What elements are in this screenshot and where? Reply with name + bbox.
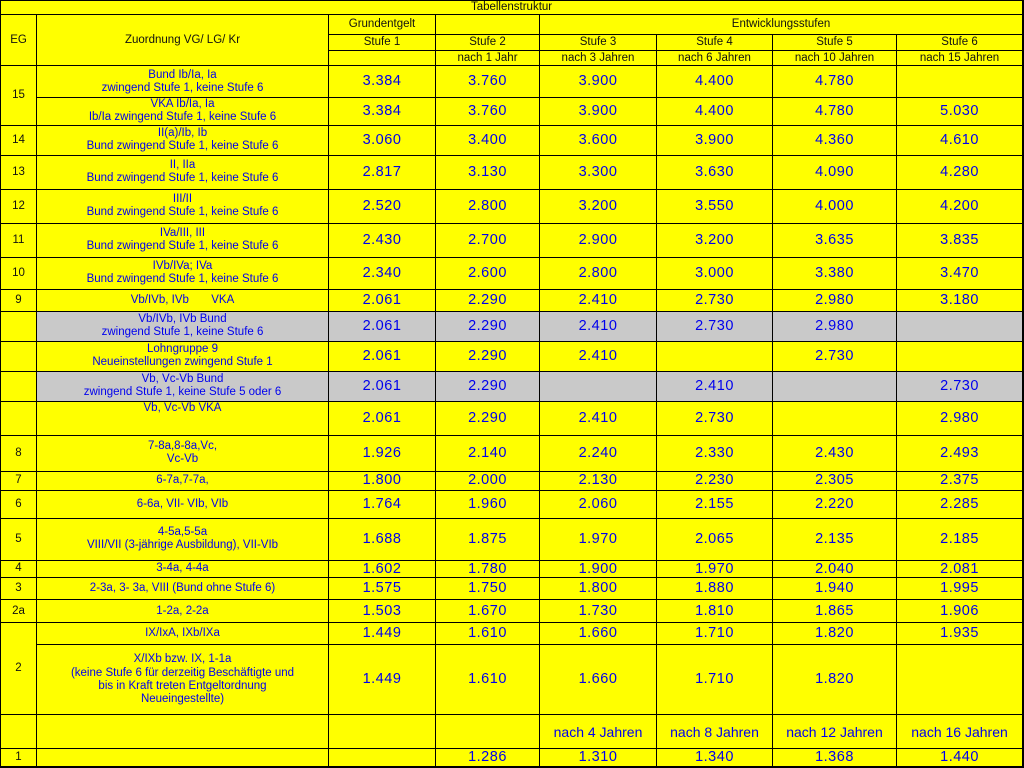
value-cell: 1.286 <box>436 749 540 767</box>
value-cell: 1.670 <box>436 600 540 623</box>
value-cell: 3.835 <box>897 223 1023 257</box>
table-row <box>1 435 1023 471</box>
value-cell: 3.900 <box>657 125 773 155</box>
value-cell: 2.520 <box>329 189 436 223</box>
header-grundentgelt: Grundentgelt <box>329 15 436 35</box>
zeit-cell <box>436 715 540 749</box>
value-cell <box>329 749 436 767</box>
header-eg: EG <box>1 15 37 66</box>
value-cell: 1.688 <box>329 518 436 560</box>
value-cell: 2.375 <box>897 471 1023 490</box>
table-row <box>1 98 1023 125</box>
zuordnung-cell <box>37 749 329 767</box>
value-cell: 5.030 <box>897 98 1023 125</box>
zuordnung-cell: Vb/IVb, IVb Bund zwingend Stufe 1, keine Stufe 6 <box>37 311 329 341</box>
value-cell: 2.240 <box>540 435 657 471</box>
eg-cell: 1 <box>1 749 37 767</box>
value-cell: 1.764 <box>329 490 436 518</box>
value-cell: 2.061 <box>329 289 436 311</box>
value-cell: 1.340 <box>657 749 773 767</box>
eg-cell: 2a <box>1 600 37 623</box>
table-row <box>1 125 1023 155</box>
zuordnung-cell: Lohngruppe 9 Neueinstellungen zwingend Stufe 1 <box>37 341 329 371</box>
value-cell: 2.730 <box>773 341 897 371</box>
zuordnung-cell: Vb, Vc-Vb VKA <box>37 401 329 435</box>
value-cell: 2.140 <box>436 435 540 471</box>
eg-cell <box>1 401 37 435</box>
value-cell: 4.400 <box>657 98 773 125</box>
zuordnung-cell: VKA Ib/Ia, Ia Ib/Ia zwingend Stufe 1, keine Stufe 6 <box>37 98 329 125</box>
table-row <box>1 490 1023 518</box>
value-cell <box>897 645 1023 715</box>
value-cell: 1.449 <box>329 623 436 645</box>
value-cell: 2.060 <box>540 490 657 518</box>
value-cell: 3.000 <box>657 257 773 289</box>
value-cell: 2.285 <box>897 490 1023 518</box>
table-row <box>1 311 1023 341</box>
header-stufe: Stufe 6 <box>897 35 1023 51</box>
value-cell: 2.410 <box>540 341 657 371</box>
value-cell: 2.000 <box>436 471 540 490</box>
header-stufe: Stufe 2 <box>436 35 540 51</box>
value-cell <box>897 311 1023 341</box>
value-cell <box>540 371 657 401</box>
eg-cell: 4 <box>1 560 37 578</box>
value-cell: 2.290 <box>436 311 540 341</box>
value-cell: 2.817 <box>329 155 436 189</box>
value-cell: 1.710 <box>657 645 773 715</box>
value-cell: 2.600 <box>436 257 540 289</box>
zuordnung-cell: 6-6a, VII- VIb, VIb <box>37 490 329 518</box>
header-zeit: nach 10 Jahren <box>773 51 897 66</box>
header-empty <box>436 15 540 35</box>
value-cell: 2.330 <box>657 435 773 471</box>
value-cell: 1.610 <box>436 645 540 715</box>
value-cell: 3.180 <box>897 289 1023 311</box>
value-cell: 1.970 <box>657 560 773 578</box>
value-cell: 2.730 <box>897 371 1023 401</box>
value-cell: 1.575 <box>329 578 436 600</box>
value-cell: 1.660 <box>540 623 657 645</box>
eg-cell: 12 <box>1 189 37 223</box>
zuordnung-cell: IX/IxA, IXb/IXa <box>37 623 329 645</box>
value-cell: 2.305 <box>773 471 897 490</box>
value-cell: 2.290 <box>436 289 540 311</box>
eg-cell: 13 <box>1 155 37 189</box>
value-cell: 1.995 <box>897 578 1023 600</box>
value-cell: 4.000 <box>773 189 897 223</box>
value-cell: 4.360 <box>773 125 897 155</box>
value-cell <box>897 341 1023 371</box>
table-row <box>1 223 1023 257</box>
value-cell: 3.900 <box>540 98 657 125</box>
value-cell: 2.061 <box>329 401 436 435</box>
value-cell: 1.440 <box>897 749 1023 767</box>
table-row <box>1 645 1023 715</box>
value-cell: 2.340 <box>329 257 436 289</box>
eg-cell: 6 <box>1 490 37 518</box>
value-cell: 2.800 <box>540 257 657 289</box>
value-cell: 2.410 <box>540 289 657 311</box>
value-cell: 2.061 <box>329 371 436 401</box>
value-cell: 2.135 <box>773 518 897 560</box>
value-cell: 4.610 <box>897 125 1023 155</box>
eg-cell <box>1 341 37 371</box>
value-cell: 2.980 <box>773 289 897 311</box>
eg-cell: 9 <box>1 289 37 311</box>
table-row <box>1 623 1023 645</box>
eg-cell <box>1 715 37 749</box>
value-cell: 1.310 <box>540 749 657 767</box>
value-cell: 3.300 <box>540 155 657 189</box>
value-cell: 2.220 <box>773 490 897 518</box>
value-cell: 1.800 <box>540 578 657 600</box>
value-cell: 2.730 <box>657 311 773 341</box>
zuordnung-cell: 2-3a, 3- 3a, VIII (Bund ohne Stufe 6) <box>37 578 329 600</box>
value-cell: 2.730 <box>657 401 773 435</box>
value-cell: 2.900 <box>540 223 657 257</box>
value-cell: 1.503 <box>329 600 436 623</box>
value-cell: 1.602 <box>329 560 436 578</box>
table-row <box>1 189 1023 223</box>
value-cell <box>897 66 1023 98</box>
value-cell <box>773 401 897 435</box>
table-row <box>1 715 1023 749</box>
value-cell: 1.865 <box>773 600 897 623</box>
value-cell: 1.610 <box>436 623 540 645</box>
value-cell: 1.730 <box>540 600 657 623</box>
value-cell: 4.780 <box>773 98 897 125</box>
zuordnung-cell: Vb/IVb, IVb VKA <box>37 289 329 311</box>
value-cell: 1.906 <box>897 600 1023 623</box>
table-row <box>1 66 1023 98</box>
value-cell: 4.780 <box>773 66 897 98</box>
table-row <box>1 518 1023 560</box>
value-cell: 2.410 <box>657 371 773 401</box>
zeit-cell: nach 8 Jahren <box>657 715 773 749</box>
zuordnung-cell: 3-4a, 4-4a <box>37 560 329 578</box>
value-cell: 2.290 <box>436 341 540 371</box>
table-title: Tabellenstruktur <box>1 1 1023 15</box>
zeit-cell: nach 4 Jahren <box>540 715 657 749</box>
table-row <box>1 289 1023 311</box>
value-cell: 3.600 <box>540 125 657 155</box>
header-zeit: nach 3 Jahren <box>540 51 657 66</box>
zuordnung-cell <box>37 715 329 749</box>
value-cell: 4.200 <box>897 189 1023 223</box>
value-cell: 3.380 <box>773 257 897 289</box>
value-cell: 1.875 <box>436 518 540 560</box>
table-row <box>1 155 1023 189</box>
value-cell: 3.900 <box>540 66 657 98</box>
value-cell: 1.900 <box>540 560 657 578</box>
eg-cell: 10 <box>1 257 37 289</box>
zuordnung-cell: II(a)/Ib, Ib Bund zwingend Stufe 1, keine Stufe 6 <box>37 125 329 155</box>
value-cell: 2.700 <box>436 223 540 257</box>
value-cell: 1.820 <box>773 645 897 715</box>
zuordnung-cell: III/II Bund zwingend Stufe 1, keine Stufe 6 <box>37 189 329 223</box>
value-cell: 1.660 <box>540 645 657 715</box>
eg-cell <box>1 311 37 341</box>
zuordnung-cell: X/IXb bzw. IX, 1-1a (keine Stufe 6 für derzeitig Beschäftigte und bis in Kraft treten Entgeltordnung Neueingestellte) <box>37 645 329 715</box>
header-stufe: Stufe 1 <box>329 35 436 51</box>
value-cell: 1.880 <box>657 578 773 600</box>
zuordnung-cell: 1-2a, 2-2a <box>37 600 329 623</box>
table-row <box>1 257 1023 289</box>
value-cell: 2.155 <box>657 490 773 518</box>
table-row <box>1 401 1023 435</box>
value-cell: 2.230 <box>657 471 773 490</box>
table-row <box>1 371 1023 401</box>
value-cell: 1.960 <box>436 490 540 518</box>
table-row <box>1 341 1023 371</box>
value-cell: 3.200 <box>540 189 657 223</box>
value-cell: 1.368 <box>773 749 897 767</box>
value-cell: 3.630 <box>657 155 773 189</box>
value-cell: 3.550 <box>657 189 773 223</box>
zuordnung-cell: Vb, Vc-Vb Bund zwingend Stufe 1, keine Stufe 5 oder 6 <box>37 371 329 401</box>
table-row <box>1 578 1023 600</box>
value-cell: 2.040 <box>773 560 897 578</box>
zuordnung-cell: 7-8a,8-8a,Vc, Vc-Vb <box>37 435 329 471</box>
value-cell: 2.081 <box>897 560 1023 578</box>
value-cell: 2.730 <box>657 289 773 311</box>
value-cell: 2.290 <box>436 371 540 401</box>
eg-cell: 8 <box>1 435 37 471</box>
value-cell: 1.935 <box>897 623 1023 645</box>
value-cell: 2.061 <box>329 311 436 341</box>
value-cell: 2.410 <box>540 401 657 435</box>
value-cell: 3.760 <box>436 98 540 125</box>
value-cell: 3.470 <box>897 257 1023 289</box>
value-cell: 2.493 <box>897 435 1023 471</box>
header-stufe: Stufe 4 <box>657 35 773 51</box>
value-cell: 2.800 <box>436 189 540 223</box>
value-cell: 4.400 <box>657 66 773 98</box>
value-cell: 1.810 <box>657 600 773 623</box>
eg-cell: 2 <box>1 623 37 715</box>
value-cell: 2.061 <box>329 341 436 371</box>
value-cell: 3.130 <box>436 155 540 189</box>
value-cell: 1.820 <box>773 623 897 645</box>
header-zeit <box>329 51 436 66</box>
value-cell: 2.185 <box>897 518 1023 560</box>
header-zeit: nach 15 Jahren <box>897 51 1023 66</box>
header-zeit: nach 6 Jahren <box>657 51 773 66</box>
value-cell: 2.290 <box>436 401 540 435</box>
value-cell: 1.800 <box>329 471 436 490</box>
zuordnung-cell: 4-5a,5-5a VIII/VII (3-jährige Ausbildung), VII-VIb <box>37 518 329 560</box>
table-row <box>1 471 1023 490</box>
value-cell: 3.400 <box>436 125 540 155</box>
value-cell <box>773 371 897 401</box>
eg-cell <box>1 371 37 401</box>
zuordnung-cell: Bund Ib/Ia, Ia zwingend Stufe 1, keine Stufe 6 <box>37 66 329 98</box>
value-cell: 3.384 <box>329 66 436 98</box>
header-zeit: nach 1 Jahr <box>436 51 540 66</box>
value-cell: 3.384 <box>329 98 436 125</box>
value-cell: 1.940 <box>773 578 897 600</box>
zuordnung-cell: IVa/III, III Bund zwingend Stufe 1, keine Stufe 6 <box>37 223 329 257</box>
eg-cell: 14 <box>1 125 37 155</box>
value-cell: 1.710 <box>657 623 773 645</box>
header-zuordnung: Zuordnung VG/ LG/ Kr <box>37 15 329 66</box>
table-row <box>1 600 1023 623</box>
value-cell: 3.060 <box>329 125 436 155</box>
header-entwicklungsstufen: Entwicklungsstufen <box>540 15 1023 35</box>
zeit-cell <box>329 715 436 749</box>
value-cell: 2.430 <box>329 223 436 257</box>
value-cell: 1.970 <box>540 518 657 560</box>
zuordnung-cell: IVb/IVa; IVa Bund zwingend Stufe 1, keine Stufe 6 <box>37 257 329 289</box>
table-row <box>1 749 1023 767</box>
value-cell: 2.065 <box>657 518 773 560</box>
value-cell: 1.449 <box>329 645 436 715</box>
zuordnung-cell: II, IIa Bund zwingend Stufe 1, keine Stufe 6 <box>37 155 329 189</box>
value-cell: 2.430 <box>773 435 897 471</box>
zeit-cell: nach 16 Jahren <box>897 715 1023 749</box>
value-cell: 1.750 <box>436 578 540 600</box>
value-cell: 3.200 <box>657 223 773 257</box>
value-cell: 4.090 <box>773 155 897 189</box>
value-cell: 2.980 <box>897 401 1023 435</box>
value-cell: 3.635 <box>773 223 897 257</box>
zuordnung-cell: 6-7a,7-7a, <box>37 471 329 490</box>
table-row <box>1 560 1023 578</box>
value-cell: 4.280 <box>897 155 1023 189</box>
value-cell: 2.410 <box>540 311 657 341</box>
value-cell: 3.760 <box>436 66 540 98</box>
eg-cell: 3 <box>1 578 37 600</box>
eg-cell: 7 <box>1 471 37 490</box>
value-cell: 2.980 <box>773 311 897 341</box>
header-stufe: Stufe 3 <box>540 35 657 51</box>
eg-cell: 11 <box>1 223 37 257</box>
value-cell <box>657 341 773 371</box>
zeit-cell: nach 12 Jahren <box>773 715 897 749</box>
value-cell: 1.926 <box>329 435 436 471</box>
eg-cell: 15 <box>1 66 37 125</box>
value-cell: 1.780 <box>436 560 540 578</box>
eg-cell: 5 <box>1 518 37 560</box>
value-cell: 2.130 <box>540 471 657 490</box>
header-stufe: Stufe 5 <box>773 35 897 51</box>
